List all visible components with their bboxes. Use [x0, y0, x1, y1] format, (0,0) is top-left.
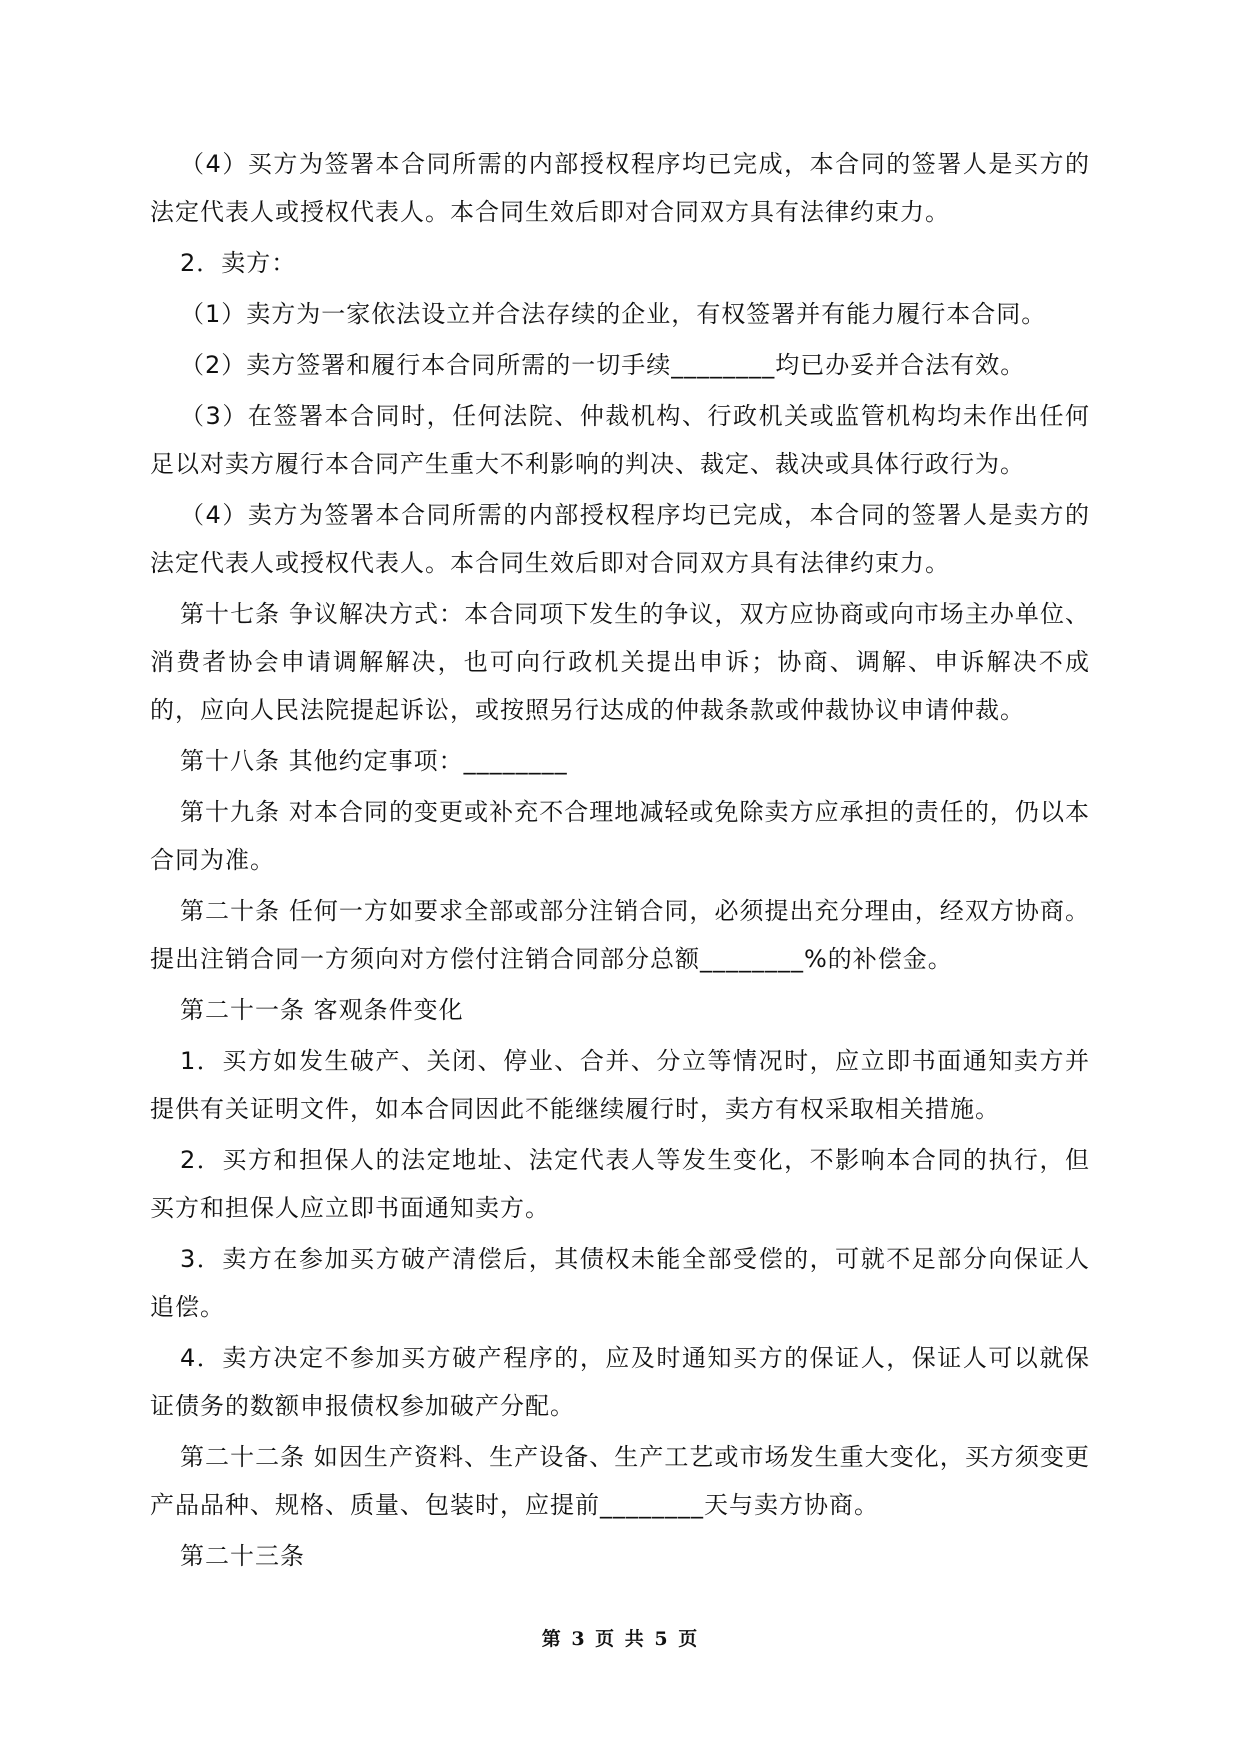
page-number-footer: 第 3 页 共 5 页 [541, 1628, 700, 1650]
paragraph-article-17: 第十七条 争议解决方式：本合同项下发生的争议，双方应协商或向市场主办单位、消费者协会申请调解解决，也可向行政机关提出申诉；协商、调解、申诉解决不成的，应向人民法院提起诉讼，或按照另行达成的仲裁条款或仲裁协议申请仲裁。 [150, 600, 1090, 724]
paragraph-article-21: 第二十一条 客观条件变化 [180, 996, 464, 1024]
paragraph-article-21-item-2: 2．买方和担保人的法定地址、法定代表人等发生变化，不影响本合同的执行，但买方和担保人应立即书面通知卖方。 [150, 1146, 1090, 1222]
paragraph-seller-heading: 2．卖方： [180, 249, 297, 277]
paragraph-article-23: 第二十三条 [180, 1542, 305, 1570]
paragraph-article-22: 第二十二条 如因生产资料、生产设备、生产工艺或市场发生重大变化，买方须变更产品品种、规格、质量、包装时，应提前________天与卖方协商。 [150, 1443, 1090, 1519]
paragraph-article-18: 第十八条 其他约定事项：________ [180, 747, 568, 775]
paragraph-buyer-authorization: （4）买方为签署本合同所需的内部授权程序均已完成，本合同的签署人是买方的法定代表人或授权代表人。本合同生效后即对合同双方具有法律约束力。 [150, 150, 1090, 226]
paragraph-seller-item-4: （4）卖方为签署本合同所需的内部授权程序均已完成，本合同的签署人是卖方的法定代表人或授权代表人。本合同生效后即对合同双方具有法律约束力。 [150, 501, 1090, 577]
paragraph-article-19: 第十九条 对本合同的变更或补充不合理地减轻或免除卖方应承担的责任的，仍以本合同为准。 [150, 798, 1090, 874]
paragraph-seller-item-2: （2）卖方签署和履行本合同所需的一切手续________均已办妥并合法有效。 [180, 351, 1026, 379]
paragraph-article-21-item-3: 3．卖方在参加买方破产清偿后，其债权未能全部受偿的，可就不足部分向保证人追偿。 [150, 1245, 1090, 1321]
paragraph-seller-item-3: （3）在签署本合同时，任何法院、仲裁机构、行政机关或监管机构均未作出任何足以对卖方履行本合同产生重大不利影响的判决、裁定、裁决或具体行政行为。 [150, 402, 1090, 478]
paragraph-article-21-item-4: 4．卖方决定不参加买方破产程序的，应及时通知买方的保证人，保证人可以就保证债务的数额申报债权参加破产分配。 [150, 1344, 1090, 1420]
paragraph-seller-item-1: （1）卖方为一家依法设立并合法存续的企业，有权签署并有能力履行本合同。 [180, 300, 1047, 328]
document-body [150, 140, 1090, 1583]
paragraph-article-21-item-1: 1．买方如发生破产、关闭、停业、合并、分立等情况时，应立即书面通知卖方并提供有关证明文件，如本合同因此不能继续履行时，卖方有权采取相关措施。 [150, 1047, 1090, 1123]
paragraph-article-20: 第二十条 任何一方如要求全部或部分注销合同，必须提出充分理由，经双方协商。提出注销合同一方须向对方偿付注销合同部分总额________%的补偿金。 [150, 897, 1090, 973]
